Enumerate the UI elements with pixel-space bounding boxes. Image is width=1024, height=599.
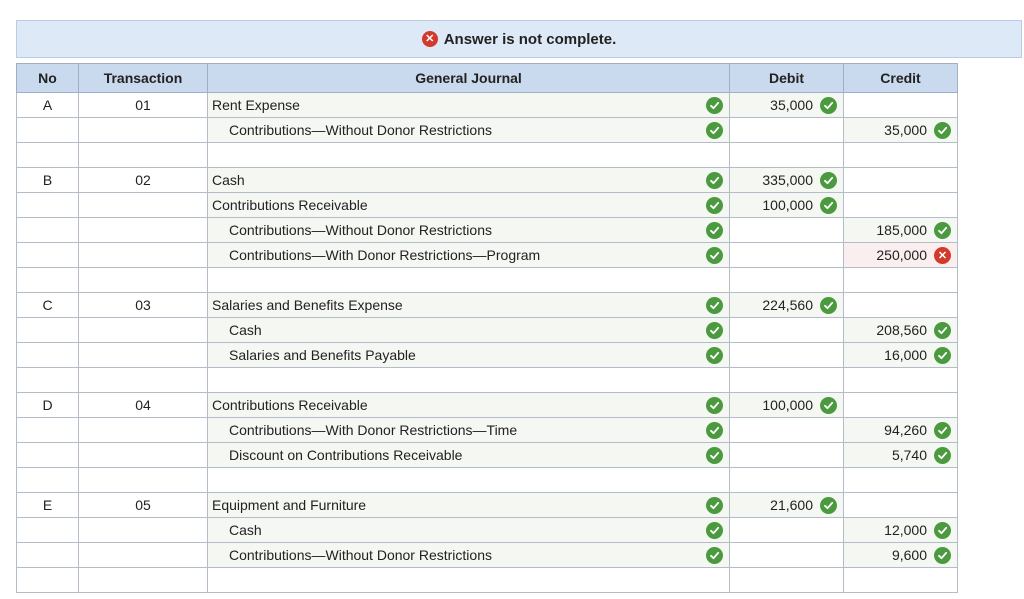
cell-debit [730, 468, 844, 493]
account-name: Cash [229, 322, 262, 338]
cell-credit [844, 143, 958, 168]
debit-input[interactable] [730, 543, 844, 568]
status-banner [16, 20, 1022, 58]
debit-input[interactable] [730, 243, 844, 268]
account-select[interactable] [208, 518, 730, 543]
credit-input[interactable] [844, 318, 958, 343]
credit-input[interactable] [844, 493, 958, 518]
credit-input[interactable] [844, 293, 958, 318]
col-header-debit: Debit [730, 64, 844, 93]
debit-input[interactable] [730, 193, 844, 218]
cell-credit [844, 368, 958, 393]
col-header-transaction: Transaction [79, 64, 208, 93]
table-row [17, 393, 958, 418]
spacer-row [17, 468, 958, 493]
cell-debit [730, 368, 844, 393]
account-name: Salaries and Benefits Expense [212, 297, 403, 313]
debit-value: 335,000 [762, 172, 813, 188]
cell-no [17, 318, 79, 343]
cell-transaction: 03 [79, 293, 208, 318]
cell-transaction: 04 [79, 393, 208, 418]
correct-check-icon [934, 222, 951, 239]
debit-input[interactable] [730, 343, 844, 368]
table-row [17, 243, 958, 268]
correct-check-icon [820, 297, 837, 314]
cell-account [208, 568, 730, 593]
cell-no [17, 243, 79, 268]
correct-check-icon [934, 447, 951, 464]
account-name: Contributions—With Donor Restrictions—Program [229, 247, 541, 263]
account-select[interactable] [208, 318, 730, 343]
debit-input[interactable] [730, 393, 844, 418]
table-row [17, 93, 958, 118]
table-row [17, 418, 958, 443]
credit-input[interactable] [844, 118, 958, 143]
correct-check-icon [934, 522, 951, 539]
correct-check-icon [934, 422, 951, 439]
cell-credit [844, 468, 958, 493]
debit-input[interactable] [730, 168, 844, 193]
correct-check-icon [820, 397, 837, 414]
correct-check-icon [706, 297, 723, 314]
credit-value: 94,260 [884, 422, 927, 438]
col-header-credit: Credit [844, 64, 958, 93]
debit-input[interactable] [730, 293, 844, 318]
correct-check-icon [706, 247, 723, 264]
correct-check-icon [706, 172, 723, 189]
cell-credit [844, 568, 958, 593]
cell-no [17, 143, 79, 168]
cell-no [17, 218, 79, 243]
spacer-row [17, 268, 958, 293]
account-select[interactable] [208, 193, 730, 218]
credit-value: 12,000 [884, 522, 927, 538]
cell-transaction: 05 [79, 493, 208, 518]
account-name: Cash [212, 172, 245, 188]
debit-input[interactable] [730, 443, 844, 468]
cell-no [17, 268, 79, 293]
correct-check-icon [706, 547, 723, 564]
cell-no [17, 118, 79, 143]
cell-no: B [17, 168, 79, 193]
correct-check-icon [706, 497, 723, 514]
cell-no [17, 418, 79, 443]
account-select[interactable] [208, 393, 730, 418]
col-header-no: No [17, 64, 79, 93]
account-select[interactable] [208, 118, 730, 143]
account-select[interactable] [208, 443, 730, 468]
account-name: Contributions Receivable [212, 197, 368, 213]
cell-no [17, 343, 79, 368]
table-row [17, 518, 958, 543]
table-row [17, 218, 958, 243]
credit-input[interactable] [844, 218, 958, 243]
debit-input[interactable] [730, 218, 844, 243]
correct-check-icon [706, 522, 723, 539]
account-select[interactable] [208, 218, 730, 243]
debit-input[interactable] [730, 493, 844, 518]
correct-check-icon [820, 497, 837, 514]
account-name: Equipment and Furniture [212, 497, 367, 513]
cell-transaction [79, 243, 208, 268]
correct-check-icon [934, 347, 951, 364]
table-row [17, 293, 958, 318]
account-select[interactable] [208, 543, 730, 568]
cell-credit [844, 268, 958, 293]
debit-value: 35,000 [770, 97, 813, 113]
cell-transaction [79, 143, 208, 168]
credit-value: 9,600 [891, 547, 927, 563]
correct-check-icon [934, 547, 951, 564]
credit-value: 35,000 [884, 122, 927, 138]
cell-transaction [79, 193, 208, 218]
correct-check-icon [706, 222, 723, 239]
account-select[interactable] [208, 493, 730, 518]
debit-input[interactable] [730, 93, 844, 118]
credit-input[interactable] [844, 418, 958, 443]
cell-no [17, 368, 79, 393]
cell-transaction [79, 518, 208, 543]
banner-text: Answer is not complete. [443, 30, 617, 48]
cell-account [208, 368, 730, 393]
credit-input[interactable] [844, 343, 958, 368]
cell-transaction: 02 [79, 168, 208, 193]
spacer-row [17, 568, 958, 593]
correct-check-icon [934, 322, 951, 339]
account-name: Discount on Contributions Receivable [229, 447, 463, 463]
credit-value: 208,560 [876, 322, 927, 338]
debit-value: 21,600 [770, 497, 813, 513]
cell-debit [730, 268, 844, 293]
account-select[interactable] [208, 343, 730, 368]
cell-no [17, 568, 79, 593]
cell-transaction [79, 543, 208, 568]
account-name: Contributions—Without Donor Restrictions [229, 222, 492, 238]
table-row [17, 118, 958, 143]
cell-no: C [17, 293, 79, 318]
incorrect-x-icon: ✕ [934, 247, 951, 264]
correct-check-icon [820, 172, 837, 189]
table-row [17, 443, 958, 468]
correct-check-icon [706, 397, 723, 414]
account-name: Contributions Receivable [212, 397, 368, 413]
cell-transaction [79, 368, 208, 393]
account-name: Contributions—With Donor Restrictions—Time [229, 422, 518, 438]
cell-debit [730, 568, 844, 593]
debit-input[interactable] [730, 318, 844, 343]
account-name: Contributions—Without Donor Restrictions [229, 547, 492, 563]
debit-value: 224,560 [762, 297, 813, 313]
correct-check-icon [706, 97, 723, 114]
account-select[interactable] [208, 293, 730, 318]
header-row [17, 64, 958, 93]
debit-input[interactable] [730, 518, 844, 543]
debit-value: 100,000 [762, 197, 813, 213]
account-name: Contributions—Without Donor Restrictions [229, 122, 492, 138]
correct-check-icon [706, 447, 723, 464]
credit-input[interactable] [844, 243, 958, 268]
credit-value: 16,000 [884, 347, 927, 363]
account-name: Rent Expense [212, 97, 300, 113]
cell-no [17, 518, 79, 543]
cell-no [17, 543, 79, 568]
cell-account [208, 143, 730, 168]
table-row [17, 343, 958, 368]
table-row [17, 193, 958, 218]
table-row [17, 543, 958, 568]
account-select[interactable] [208, 168, 730, 193]
cell-transaction [79, 468, 208, 493]
cell-transaction [79, 118, 208, 143]
account-select[interactable] [208, 418, 730, 443]
cell-debit [730, 143, 844, 168]
cell-no: E [17, 493, 79, 518]
credit-input[interactable] [844, 443, 958, 468]
cell-transaction [79, 443, 208, 468]
credit-input[interactable] [844, 543, 958, 568]
cell-transaction [79, 268, 208, 293]
credit-input[interactable] [844, 393, 958, 418]
cell-no: D [17, 393, 79, 418]
correct-check-icon [706, 197, 723, 214]
cell-account [208, 468, 730, 493]
credit-value: 185,000 [876, 222, 927, 238]
cell-no [17, 193, 79, 218]
cell-no [17, 468, 79, 493]
journal-body [17, 93, 958, 593]
correct-check-icon [934, 122, 951, 139]
account-name: Cash [229, 522, 262, 538]
cell-transaction [79, 418, 208, 443]
account-select[interactable] [208, 243, 730, 268]
cell-transaction [79, 343, 208, 368]
cell-no: A [17, 93, 79, 118]
table-row [17, 493, 958, 518]
cell-transaction [79, 218, 208, 243]
credit-value: 250,000 [876, 247, 927, 263]
cell-account [208, 268, 730, 293]
credit-input[interactable] [844, 168, 958, 193]
credit-input[interactable] [844, 518, 958, 543]
debit-value: 100,000 [762, 397, 813, 413]
cell-transaction [79, 318, 208, 343]
correct-check-icon [820, 197, 837, 214]
cell-transaction [79, 568, 208, 593]
col-header-general-journal: General Journal [208, 64, 730, 93]
correct-check-icon [706, 347, 723, 364]
debit-input[interactable] [730, 118, 844, 143]
credit-value: 5,740 [891, 447, 927, 463]
debit-input[interactable] [730, 418, 844, 443]
table-row [17, 168, 958, 193]
table-row [17, 318, 958, 343]
correct-check-icon [820, 97, 837, 114]
account-select[interactable] [208, 93, 730, 118]
account-name: Salaries and Benefits Payable [229, 347, 416, 363]
correct-check-icon [706, 122, 723, 139]
general-journal-table [16, 63, 958, 593]
error-icon: ✕ [422, 31, 438, 47]
spacer-row [17, 368, 958, 393]
cell-transaction: 01 [79, 93, 208, 118]
correct-check-icon [706, 322, 723, 339]
credit-input[interactable] [844, 193, 958, 218]
credit-input[interactable] [844, 93, 958, 118]
spacer-row [17, 143, 958, 168]
cell-no [17, 443, 79, 468]
correct-check-icon [706, 422, 723, 439]
